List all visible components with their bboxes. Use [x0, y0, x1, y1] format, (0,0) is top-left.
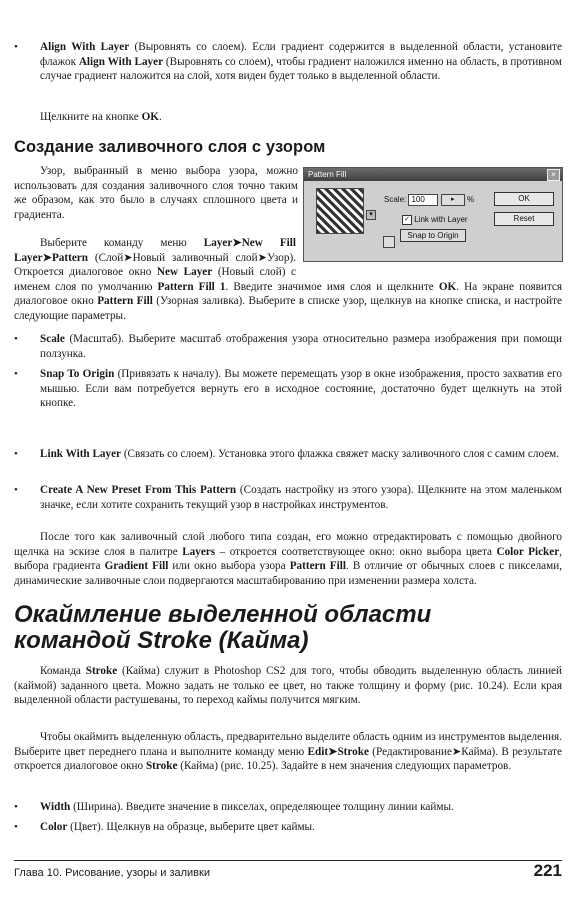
dialog-title: Pattern Fill — [308, 170, 347, 179]
bullet-width — [14, 800, 562, 815]
checkbox-icon[interactable]: ✓ — [402, 215, 412, 225]
bullet-text: Color (Цвет). Щелкнув на образце, выберите цвет каймы. — [40, 821, 315, 833]
bullet-color — [14, 820, 562, 835]
paragraph-edit-fill-layer — [14, 530, 562, 588]
scale-input[interactable]: 100 — [408, 194, 438, 206]
bullet-text: Scale (Масштаб). Выберите масштаб отображения узора относительно размера изображения при помощи ползунка. — [40, 333, 562, 360]
bullet-link-with-layer — [14, 447, 562, 462]
bullet-dot: • — [14, 368, 18, 380]
paragraph-stroke-steps-text: Чтобы окаймить выделенную область, предварительно выделите область одним из инструментов выделения. Выберите цвет переднего плана и выполните команду меню Edit➤Stroke (Редактирование➤Кайма). В результате откроется диалоговое окно Stroke (Кайма) (рис. 10.25). Задайте в нем значения следующих параметров. — [14, 731, 562, 773]
bullet-text: Width (Ширина). Введите значение в пикселах, определяющее толщину линии каймы. — [40, 801, 454, 813]
paragraph-edit-fill-layer-text: После того как заливочный слой любого типа создан, его можно отредактировать с помощью двойного щелчка на эскизе слоя в палитре Layers – откроется соответствующее окно: окно выбора цвета Color Picker, выбора градиента Gradient Fill или окно выбора узора Pattern Fill. В отличие от обычных слоев с пикселами, динамические заливочные слои подвергаются масштабированию при изменении размера холста. — [14, 531, 563, 587]
bullet-align-with-layer — [14, 40, 562, 84]
bullet-snap-to-origin — [14, 367, 562, 411]
bullet-text: Snap To Origin (Привязать к началу). Вы можете перемещать узор в окне изображения, просто захватив его мышью. Если вам потребуется вернуть его в исходное состояние, достаточно будет щелкнуть на этой кнопке. — [40, 368, 562, 410]
bullet-text: Align With Layer (Выровнять со слоем). Если градиент содержится в выделенной области, установите флажок Align With Layer (Выровнять со слоем), чтобы градиент наложился именно на область, в противном случае градиент наложится на слой, хотя виден будет только в выделенной области. — [40, 41, 562, 83]
bullet-dot: • — [14, 41, 18, 53]
bullet-text: Link With Layer (Связать со слоем). Установка этого флажка свяжет маску заливочного слоя с самим слоем. — [40, 448, 560, 460]
paragraph-commands-text: Выберите команду меню Layer➤New Fill Layer➤Pattern (Слой➤Новый заливочный слой➤Узор). Откроется диалоговое окно New Layer (Новый слой) с именем слоя по умолчанию Pattern Fill 1. Введите значимое имя слоя и щелкните OK. На экране появится диалоговое окно Pattern Fill (Узорная заливка). Выберите в списке узор, щелкнув на кнопке списка, и настройте следующие параметры. — [14, 237, 563, 322]
link-with-layer-checkbox[interactable] — [402, 215, 468, 225]
click-ok-line: Щелкните на кнопке OK. — [40, 111, 162, 123]
chapter-title: Глава 10. Рисование, узоры и заливки — [14, 867, 210, 879]
bullet-dot: • — [14, 448, 18, 460]
bullet-text: Create A New Preset From This Pattern (Создать настройку из этого узора). Щелкните на этом маленьком значке, если хотите сохранить текущий узор в настройках инструментов. — [40, 484, 562, 511]
pattern-swatch[interactable] — [316, 188, 364, 234]
reset-button[interactable]: Reset — [494, 212, 554, 226]
link-label: Link with Layer — [414, 215, 468, 225]
scale-control — [384, 194, 474, 206]
ok-button[interactable]: OK — [494, 192, 554, 206]
scale-slider-button[interactable]: ▸ — [441, 194, 465, 206]
bullet-dot: • — [14, 801, 18, 813]
paragraph-stroke-intro-text: Команда Stroke (Кайма) служит в Photoshop CS2 для того, чтобы обводить выделенную область линией (каймой) заданного цвета. Можно задать не только ее цвет, но также толщину и форму (рис. 10.24). Если края выделенной области растушеваны, то переход каймы получится мягким. — [14, 665, 563, 707]
bullet-dot: • — [14, 484, 18, 496]
bullet-create-preset — [14, 483, 562, 512]
paragraph-pattern-intro: Узор, выбранный в меню выбора узора, можно использовать для создания заливочного слоя точно таким же образом, как это было в случаях сплошного цвета и градиента. — [14, 165, 298, 221]
close-icon[interactable]: × — [547, 169, 560, 181]
bullet-scale — [14, 332, 562, 361]
subheading: Создание заливочного слоя с узором — [14, 138, 326, 156]
paragraph-commands — [14, 236, 562, 324]
snap-to-origin-button[interactable]: Snap to Origin — [400, 229, 466, 242]
section-heading: Окаймление выделенной области командой Stroke (Кайма) — [14, 601, 432, 654]
paragraph-stroke-steps — [14, 730, 562, 774]
scale-label: Scale: — [384, 195, 407, 205]
dialog-titlebar — [304, 168, 562, 181]
page-number: 221 — [533, 861, 562, 880]
paragraph-stroke-intro — [14, 664, 562, 708]
chevron-down-icon[interactable]: ▾ — [366, 210, 376, 220]
page-footer — [14, 860, 562, 885]
intro-column — [14, 164, 298, 222]
dialog-spacer — [296, 236, 562, 272]
bullet-dot: • — [14, 821, 18, 833]
scale-unit: % — [466, 195, 475, 205]
bullet-dot: • — [14, 333, 18, 345]
